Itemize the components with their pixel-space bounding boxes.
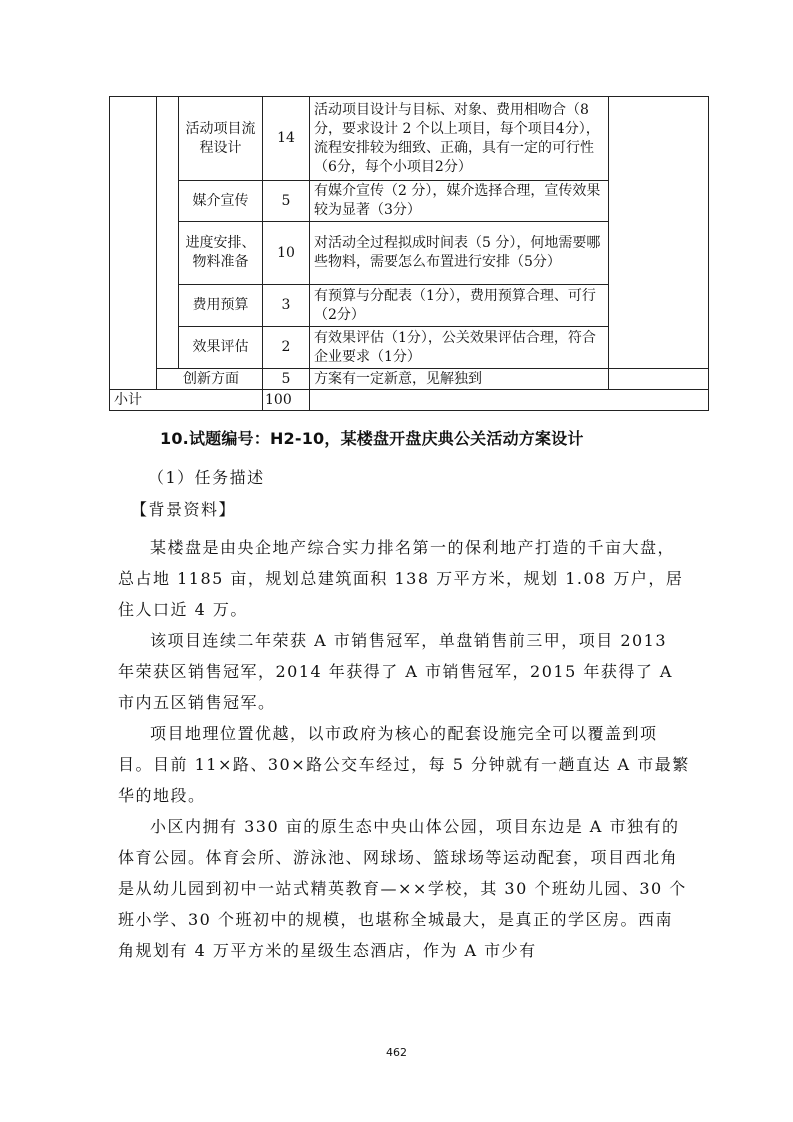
paragraph: 小区内拥有 330 亩的原生态中央山体公园，项目东边是 A 市独有的体育公园。体育会所、游泳池、网球场、篮球场等运动配套，项目西北角是从幼儿园到初中一站式精英教育—××学校，其 30 个班幼儿园、30 个班小学、30 个班初中的规模，也堪称全城最大，是真正的学区房。西南角规划有 4 万平方米的星级生态酒店，作为 A 市少有 — [118, 817, 687, 960]
page-number: 462 — [386, 1046, 407, 1059]
table-row — [110, 369, 709, 390]
item-desc: 有效果评估（1分），公关效果评估合理，符合企业要求（1分） — [310, 327, 609, 369]
innovation-score: 5 — [263, 369, 310, 390]
task-label: （1）任务描述 — [148, 468, 265, 487]
item-name: 效果评估 — [179, 327, 263, 369]
item-desc: 对活动全过程拟成时间表（5 分），何地需要哪些物料，需要怎么布置进行安排（5分） — [310, 222, 609, 285]
item-desc: 活动项目设计与目标、对象、费用相吻合（8分，要求设计 2 个以上项目，每个项目4分），流程安排较为细致、正确，具有一定的可行性（6分，每个小项目2分） — [310, 97, 609, 181]
table-cell-blank — [609, 369, 709, 390]
item-desc: 有媒介宣传（2 分），媒介选择合理，宣传效果较为显著（3分） — [310, 181, 609, 222]
scoring-table — [109, 96, 709, 411]
item-desc: 有预算与分配表（1分），费用预算合理、可行（2分） — [310, 285, 609, 327]
table-cell-blank — [310, 390, 709, 411]
subtotal-score: 100 — [263, 390, 310, 411]
item-name: 媒介宣传 — [179, 181, 263, 222]
table-cell-blank — [157, 97, 179, 369]
paragraph: 该项目连续二年荣获 A 市销售冠军，单盘销售前三甲，项目 2013 年荣获区销售冠军，2014 年获得了 A 市销售冠军，2015 年获得了 A 市内五区销售冠军。 — [118, 631, 673, 712]
item-name: 活动项目流程设计 — [179, 97, 263, 181]
item-score: 3 — [263, 285, 310, 327]
table-row — [110, 97, 709, 181]
table-cell-blank — [110, 97, 157, 390]
item-score: 10 — [263, 222, 310, 285]
item-name: 进度安排、物料准备 — [179, 222, 263, 285]
paragraph: 项目地理位置优越，以市政府为核心的配套设施完全可以覆盖到项目。目前 11×路、30×路公交车经过，每 5 分钟就有一趟直达 A 市最繁华的地段。 — [118, 724, 690, 805]
table-row — [110, 390, 709, 411]
innovation-name: 创新方面 — [157, 369, 263, 390]
item-score: 5 — [263, 181, 310, 222]
item-score: 2 — [263, 327, 310, 369]
subtotal-name: 小计 — [110, 390, 263, 411]
table-cell-blank — [609, 97, 709, 369]
background-label: 【背景资料】 — [131, 500, 237, 519]
item-name: 费用预算 — [179, 285, 263, 327]
question-heading: 10.试题编号：H2-10，某楼盘开盘庆典公关活动方案设计 — [160, 429, 584, 448]
paragraph: 某楼盘是由央企地产综合实力排名第一的保利地产打造的千亩大盘，总占地 1185 亩，规划总建筑面积 138 万平方米，规划 1.08 万户，居住人口近 4 万。 — [118, 538, 684, 619]
innovation-desc: 方案有一定新意，见解独到 — [310, 369, 609, 390]
item-score: 14 — [263, 97, 310, 181]
